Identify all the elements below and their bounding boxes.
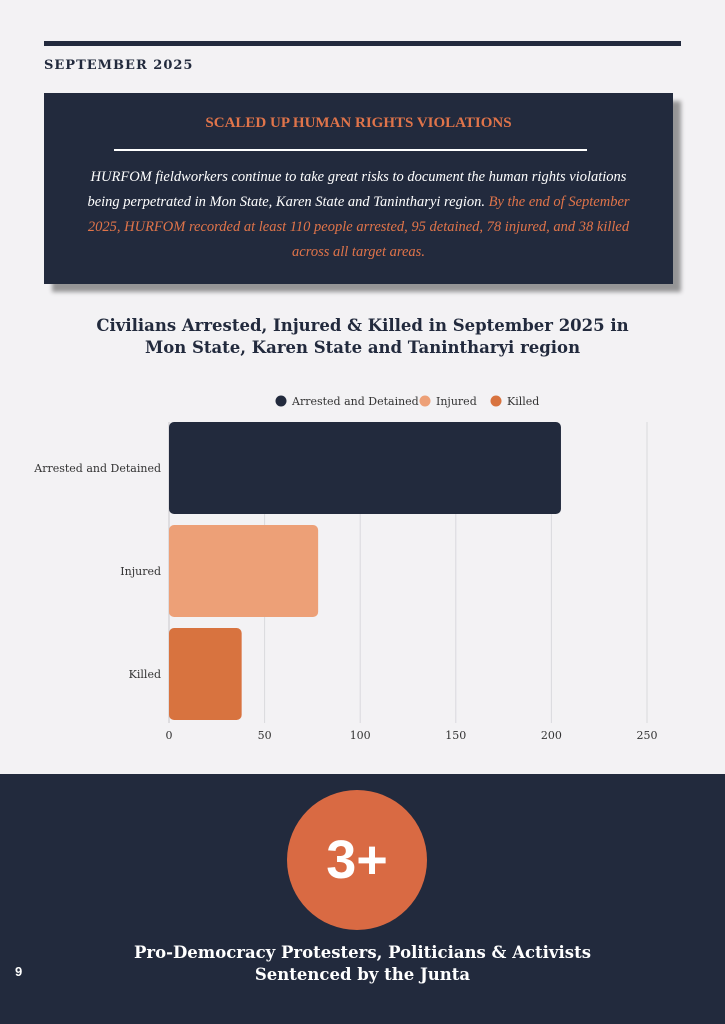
callout-box <box>44 93 673 284</box>
x-tick-label: 50 <box>257 729 272 742</box>
top-rule <box>44 41 681 46</box>
legend-marker <box>420 396 431 407</box>
stat-value: 3+ <box>326 830 388 890</box>
legend-label: Killed <box>507 395 540 408</box>
category-label: Arrested and Detained <box>34 462 161 475</box>
bar-chart <box>0 380 725 750</box>
callout-text-highlight: By the end of September 2025, HURFOM recorded at least 110 people arrested, 95 detained, 78 injured, and 38 killed across all target areas. <box>87 194 630 260</box>
callout-text <box>84 165 633 265</box>
x-tick-label: 200 <box>540 729 562 742</box>
stat-circle <box>287 790 427 930</box>
category-label: Injured <box>120 565 161 578</box>
legend-label: Injured <box>436 395 477 408</box>
bar-injured <box>169 525 318 617</box>
chart-title-line1: Civilians Arrested, Injured & Killed in September 2025 in <box>96 316 629 335</box>
footer-caption-line2: Sentenced by the Junta <box>254 965 471 984</box>
x-tick-label: 150 <box>445 729 467 742</box>
legend-marker <box>276 396 287 407</box>
footer-caption-line1: Pro-Democracy Protesters, Politicians & Activists <box>133 943 591 962</box>
bar-arrested-and-detained <box>169 422 561 514</box>
x-tick-label: 100 <box>349 729 371 742</box>
legend-label: Arrested and Detained <box>292 395 419 408</box>
callout-text-white: HURFOM fieldworkers continue to take great risks to document the human rights violations being perpetrated in Mon State, Karen State and Tanintharyi region. <box>87 169 627 210</box>
bar-killed <box>169 628 242 720</box>
chart-title-line2: Mon State, Karen State and Tanintharyi region <box>144 338 581 357</box>
page-number: 9 <box>15 964 23 979</box>
chart-title <box>0 315 725 359</box>
header-date: SEPTEMBER 2025 <box>44 58 194 73</box>
footer-panel <box>0 774 725 1024</box>
category-label: Killed <box>128 668 161 681</box>
callout-divider <box>114 149 587 151</box>
x-tick-label: 250 <box>636 729 658 742</box>
footer-caption <box>0 942 725 986</box>
x-tick-label: 0 <box>165 729 173 742</box>
callout-title: SCALED UP HUMAN RIGHTS VIOLATIONS <box>205 115 512 131</box>
legend-marker <box>491 396 502 407</box>
